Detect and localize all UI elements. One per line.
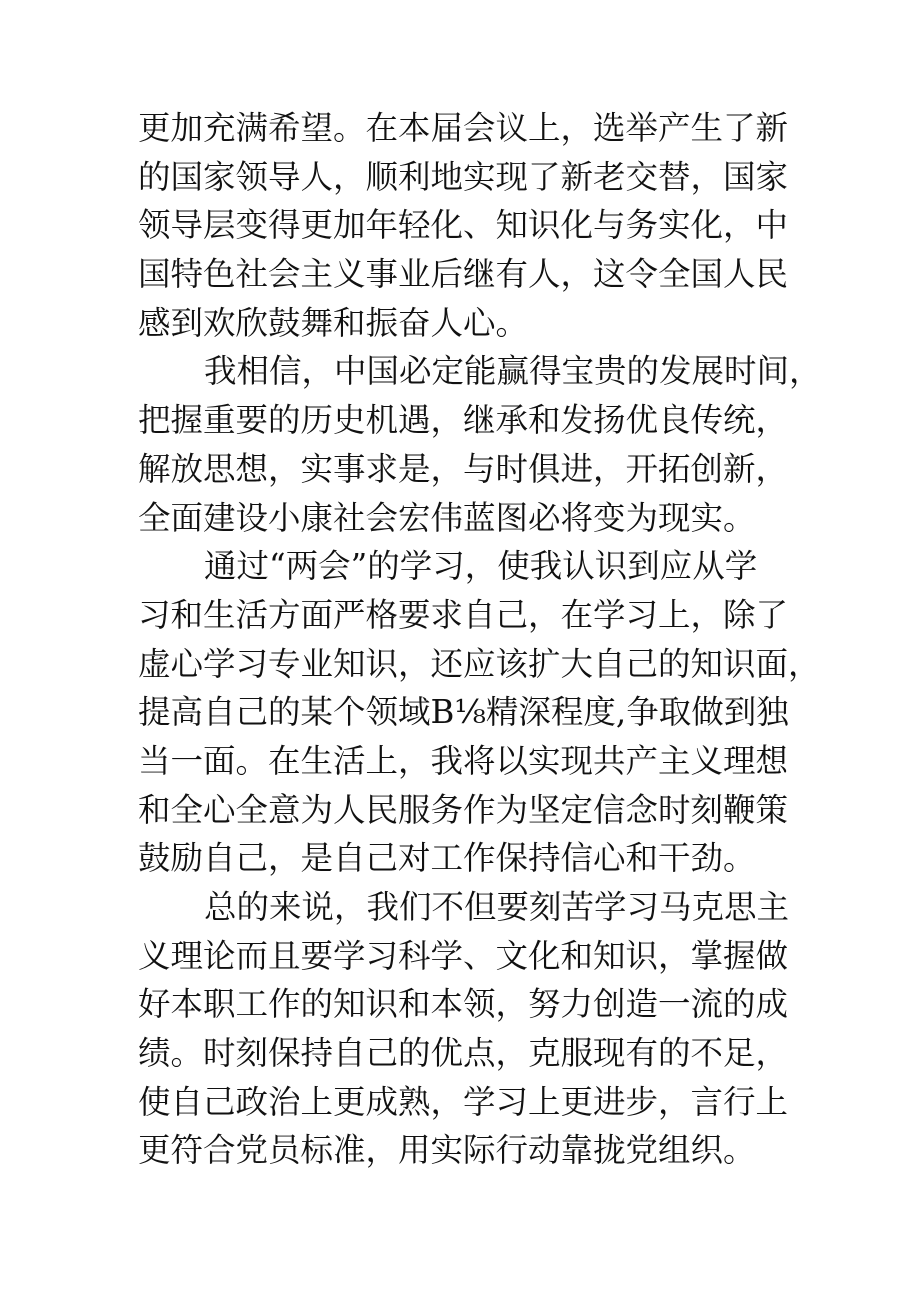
- text-line: 更符合党员标准，用实际行动靠拢党组织。: [138, 1131, 756, 1170]
- paragraph-start-line: 通过“两会”的学习，使我认识到应从学: [204, 547, 758, 586]
- text-line: 绩。时刻保持自己的优点，克服现有的不足，: [138, 1034, 789, 1073]
- text-line: 好本职工作的知识和本领，努力创造一流的成: [138, 985, 789, 1024]
- text-line: 领导层变得更加年轻化、知识化与务实化，中: [138, 206, 789, 245]
- text-line: 全面建设小康社会宏伟蓝图必将变为现实。: [138, 498, 756, 537]
- text-line: 虚心学习专业知识，还应该扩大自己的知识面，: [138, 644, 821, 683]
- text-line: 当一面。在生活上，我将以实现共产主义理想: [138, 741, 789, 780]
- text-line: 感到欢欣鼓舞和振奋人心。: [138, 303, 529, 342]
- body-text: [138, 104, 822, 1175]
- text-line: 义理论而且要学习科学、文化和知识，掌握做: [138, 936, 789, 975]
- text-line: 习和生活方面严格要求自己，在学习上，除了: [138, 595, 789, 634]
- text-line: 国特色社会主义事业后继有人，这令全国人民: [138, 255, 789, 294]
- text-line: 使自己政治上更成熟，学习上更进步，言行上: [138, 1082, 789, 1121]
- paragraph-start-line: 我相信，中国必定能赢得宝贵的发展时间，: [204, 352, 822, 391]
- text-line: 和全心全意为人民服务作为坚定信念时刻鞭策: [138, 790, 789, 829]
- text-line: 把握重要的历史机遇，继承和发扬优良传统，: [138, 401, 789, 440]
- text-line: 解放思想，实事求是，与时俱进，开拓创新，: [138, 449, 789, 488]
- text-line: 更加充满希望。在本届会议上，选举产生了新: [138, 109, 789, 147]
- text-line: 提高自己的某个领域B⅛精深程度,争取做到独: [138, 693, 789, 732]
- text-line: 的国家领导人，顺利地实现了新老交替，国家: [138, 157, 789, 196]
- text-line: 鼓励自己，是自己对工作保持信心和干劲。: [138, 839, 756, 878]
- paragraph-start-line: 总的来说，我们不但要刻苦学习马克思主: [204, 888, 790, 926]
